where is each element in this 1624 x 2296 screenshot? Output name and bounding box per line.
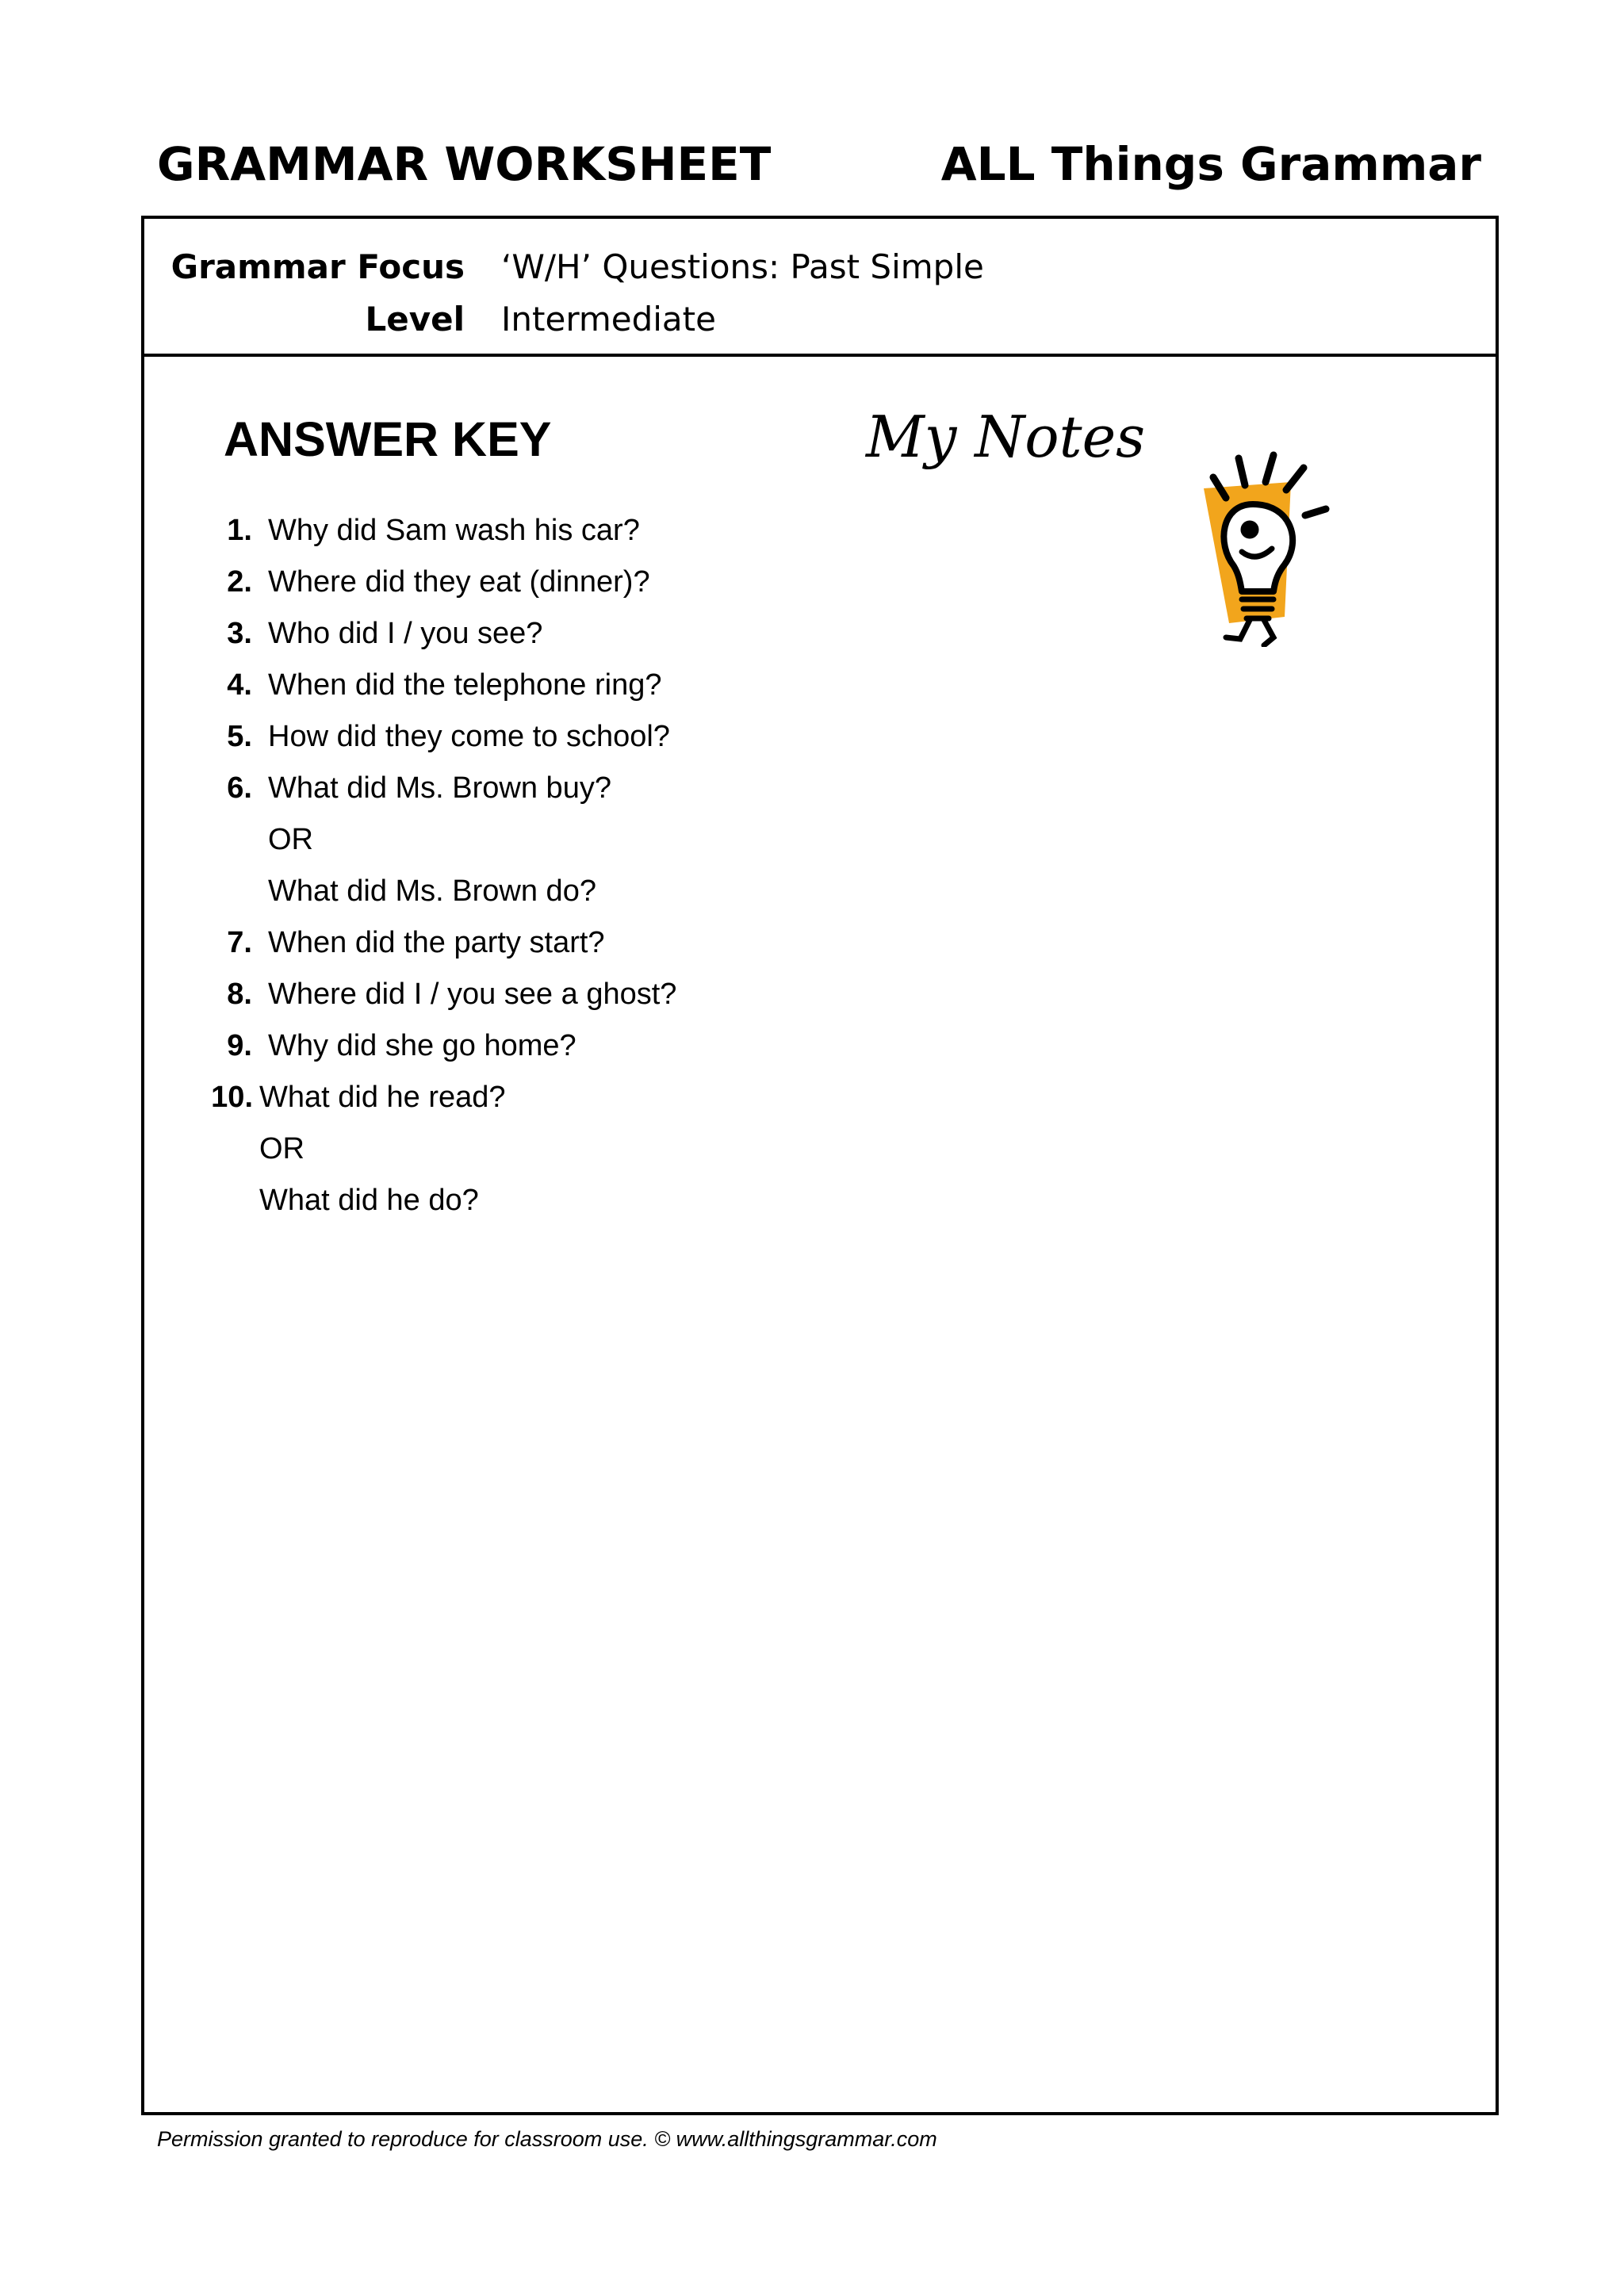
answer-number: 4. — [227, 668, 252, 702]
answer-key-title: ANSWER KEY — [224, 412, 552, 466]
answer-number: 10. — [211, 1081, 253, 1114]
grammar-focus-value: ‘W/H’ Questions: Past Simple — [501, 247, 984, 286]
answer-text: When did the telephone ring? — [268, 668, 662, 702]
list-item — [211, 1071, 506, 1123]
grammar-focus-row — [144, 243, 1496, 292]
my-notes-title: My Notes — [866, 404, 1146, 470]
list-item — [227, 659, 662, 711]
answer-text: Where did they eat (dinner)? — [268, 565, 650, 599]
answer-text: What did Ms. Brown do? — [268, 874, 596, 908]
answer-text: Where did I / you see a ghost? — [268, 978, 677, 1011]
list-item — [227, 556, 650, 608]
worksheet-frame — [141, 216, 1499, 2115]
answer-text: OR — [259, 1132, 304, 1165]
answer-text: OR — [268, 823, 313, 856]
answer-number: 6. — [227, 771, 252, 805]
level-value: Intermediate — [501, 300, 716, 339]
list-item — [227, 1020, 576, 1072]
answer-text: What did he read? — [259, 1081, 506, 1114]
answer-number: 2. — [227, 565, 252, 599]
worksheet-title: GRAMMAR WORKSHEET — [157, 137, 772, 191]
list-item — [268, 865, 596, 917]
list-item — [227, 710, 670, 763]
grammar-focus-box — [144, 219, 1496, 357]
brand-title: ALL Things Grammar — [940, 137, 1481, 191]
permission-footer: Permission granted to reproduce for classroom use. © www.allthingsgrammar.com — [157, 2127, 937, 2151]
list-item — [227, 762, 611, 814]
answer-text: When did the party start? — [268, 926, 605, 959]
list-item — [227, 916, 605, 969]
list-item — [259, 1174, 479, 1226]
answer-number: 1. — [227, 514, 252, 547]
list-item — [227, 504, 640, 557]
answer-text: Why did she go home? — [268, 1029, 576, 1062]
list-item — [227, 607, 543, 660]
list-item — [268, 813, 313, 866]
lightbulb-character-icon — [1197, 441, 1356, 647]
answer-number: 9. — [227, 1029, 252, 1062]
grammar-focus-label: Grammar Focus — [170, 247, 465, 286]
answer-number: 5. — [227, 720, 252, 753]
list-item — [227, 968, 677, 1020]
list-item — [259, 1123, 304, 1175]
answer-text: Who did I / you see? — [268, 617, 543, 650]
level-label: Level — [365, 300, 465, 339]
answer-text: How did they come to school? — [268, 720, 670, 753]
answer-number: 7. — [227, 926, 252, 959]
level-row — [144, 295, 1496, 344]
answer-number: 3. — [227, 617, 252, 650]
answer-number: 8. — [227, 978, 252, 1011]
answer-text: Why did Sam wash his car? — [268, 514, 640, 547]
answer-text: What did Ms. Brown buy? — [268, 771, 611, 805]
answer-text: What did he do? — [259, 1184, 479, 1217]
